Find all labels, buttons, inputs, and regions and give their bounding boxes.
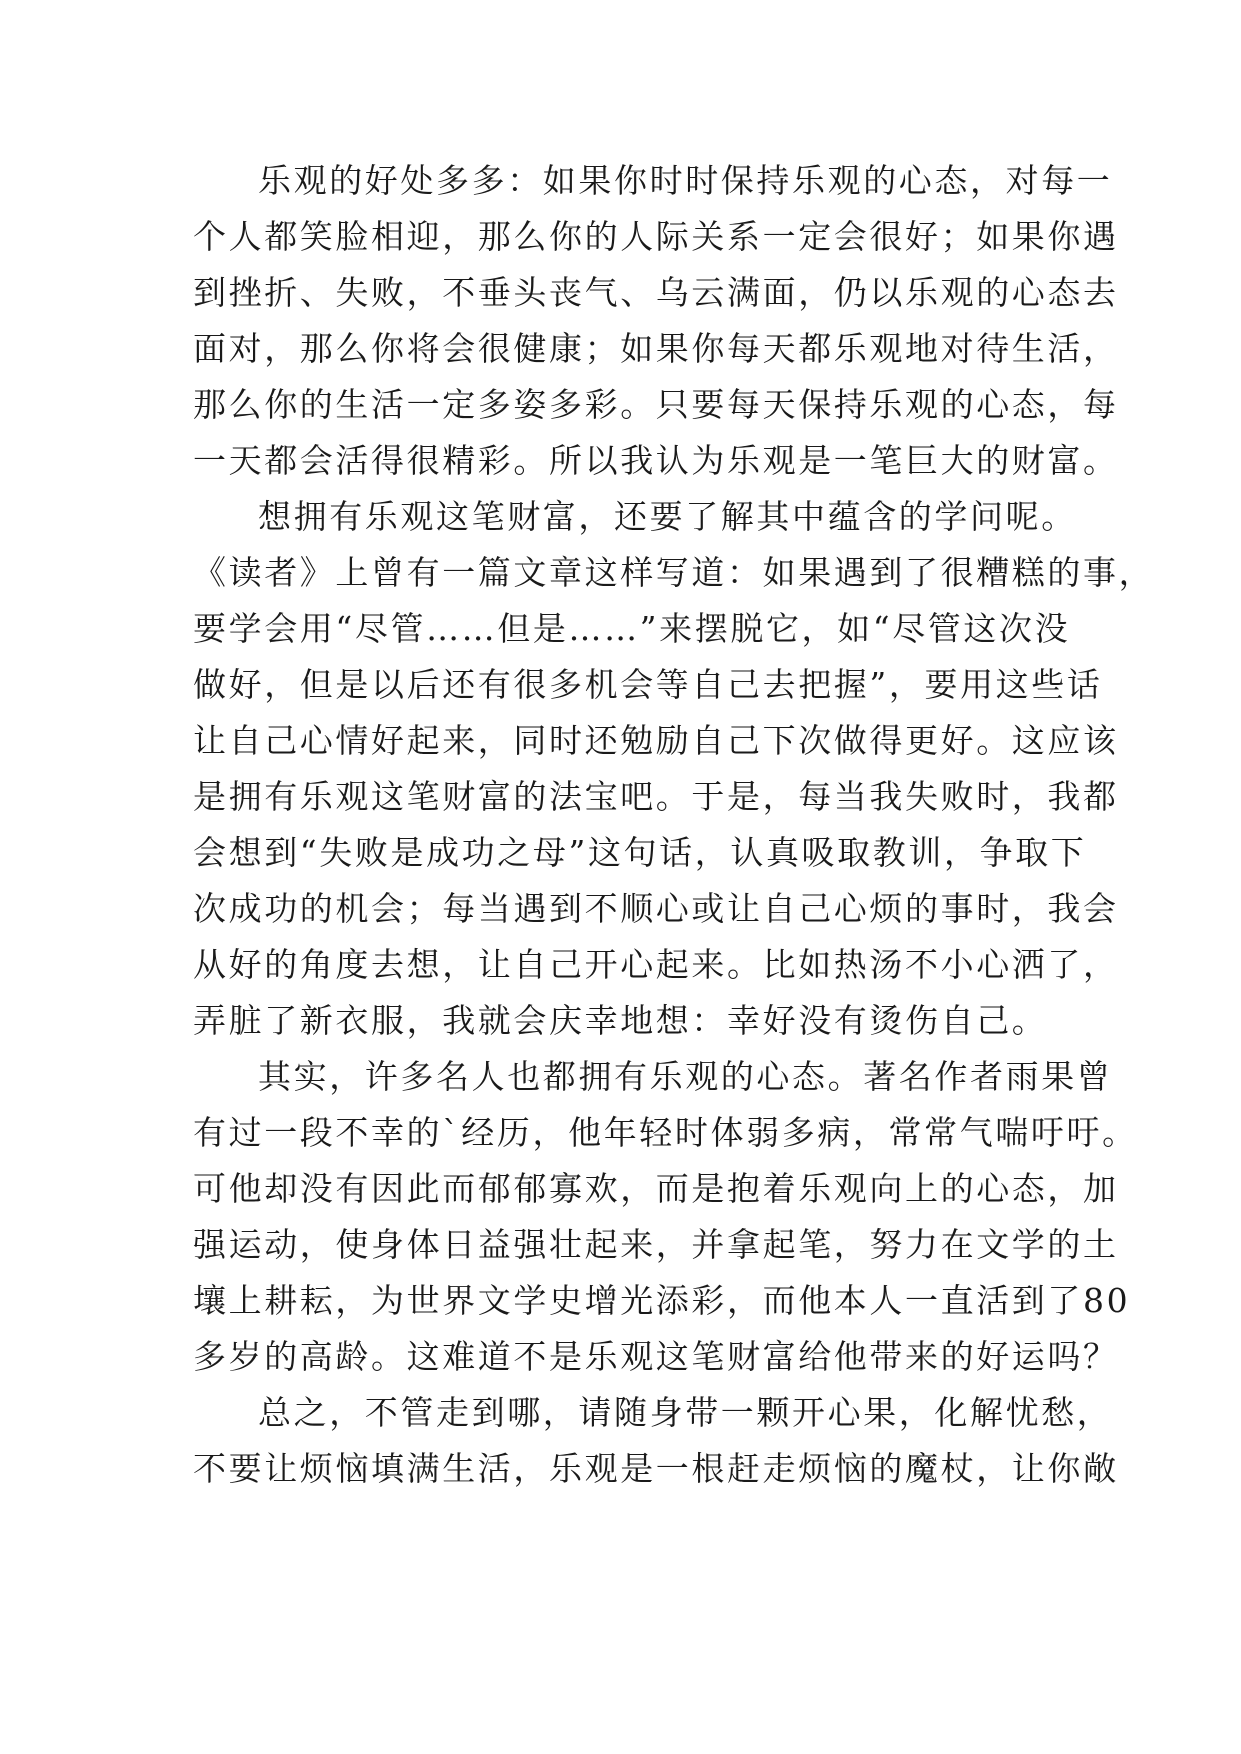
text-line: 想拥有乐观这笔财富，还要了解其中蕴含的学问呢。	[258, 497, 1077, 536]
text-line: 做好，但是以后还有很多机会等自己去把握”，要用这些话	[193, 665, 1103, 704]
text-line: 弄脏了新衣服，我就会庆幸地想：幸好没有烫伤自己。	[193, 1001, 1048, 1040]
text-line: 其实，许多名人也都拥有乐观的心态。著名作者雨果曾	[258, 1057, 1113, 1096]
text-line: 多岁的高龄。这难道不是乐观这笔财富给他带来的好运吗？	[193, 1337, 1119, 1376]
text-line: 《读者》上曾有一篇文章这样写道：如果遇到了很糟糕的事，	[193, 553, 1155, 592]
text-line: 强运动，使身体日益强壮起来，并拿起笔，努力在文学的土	[193, 1225, 1119, 1264]
text-line: 让自己心情好起来，同时还勉励自己下次做得更好。这应该	[193, 721, 1119, 760]
text-line: 要学会用“尽管……但是……”来摆脱它，如“尽管这次没	[193, 609, 1071, 648]
text-line: 面对，那么你将会很健康；如果你每天都乐观地对待生活，	[193, 329, 1119, 368]
document-body	[193, 153, 1155, 1497]
text-line: 到挫折、失败，不垂头丧气、乌云满面，仍以乐观的心态去	[193, 273, 1119, 312]
text-line: 总之，不管走到哪，请随身带一颗开心果，化解忧愁，	[258, 1393, 1113, 1432]
text-line: 那么你的生活一定多姿多彩。只要每天保持乐观的心态，每	[193, 385, 1119, 424]
text-line: 一天都会活得很精彩。所以我认为乐观是一笔巨大的财富。	[193, 441, 1119, 480]
text-line: 次成功的机会；每当遇到不顺心或让自己心烦的事时，我会	[193, 889, 1119, 928]
text-line: 个人都笑脸相迎，那么你的人际关系一定会很好；如果你遇	[193, 217, 1119, 256]
text-line: 有过一段不幸的`经历，他年轻时体弱多病，常常气喘吁吁。	[193, 1113, 1138, 1152]
text-line: 可他却没有因此而郁郁寡欢，而是抱着乐观向上的心态，加	[193, 1169, 1119, 1208]
text-line: 从好的角度去想，让自己开心起来。比如热汤不小心洒了，	[193, 945, 1119, 984]
text-line: 会想到“失败是成功之母”这句话，认真吸取教训，争取下	[193, 833, 1087, 872]
text-line: 乐观的好处多多：如果你时时保持乐观的心态，对每一	[258, 161, 1113, 200]
text-line: 是拥有乐观这笔财富的法宝吧。于是，每当我失败时，我都	[193, 777, 1119, 816]
text-line: 不要让烦恼填满生活，乐观是一根赶走烦恼的魔杖，让你敞	[193, 1449, 1119, 1488]
text-line: 壤上耕耘，为世界文学史增光添彩，而他本人一直活到了80	[193, 1281, 1131, 1320]
